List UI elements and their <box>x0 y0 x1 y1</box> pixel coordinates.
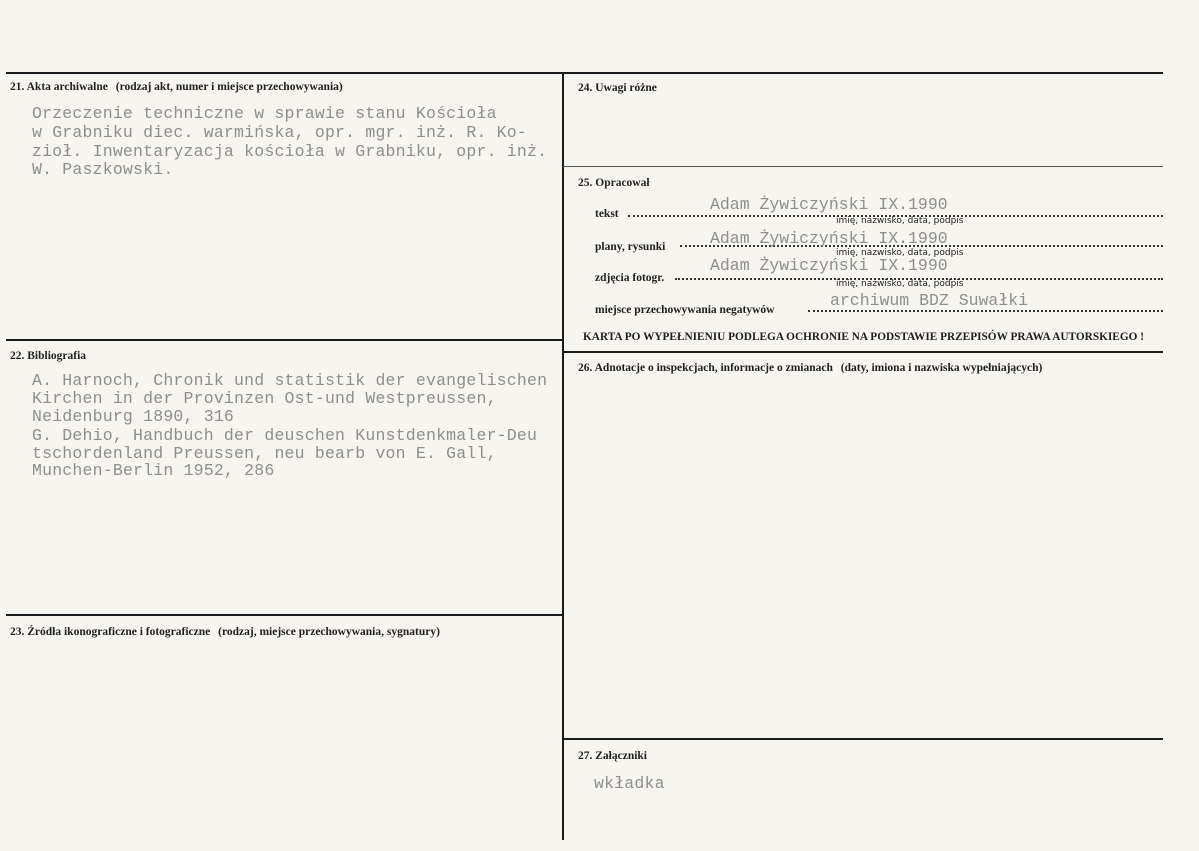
section-22-header: 22. Bibliografia <box>10 350 87 362</box>
tekst-caption: imię, nazwisko, data, podpis <box>836 216 964 226</box>
section-22-line: A. Harnoch, Chronik und statistik der evangelischen <box>32 371 548 390</box>
section-21-hint: (rodzaj akt, numer i miejsce przechowywania) <box>115 81 343 93</box>
tekst-value: Adam Żywiczyński IX.1990 <box>710 195 948 214</box>
section-21-line: Orzeczenie techniczne w sprawie stanu Kościoła <box>32 104 497 123</box>
plany-caption: imię, nazwisko, data, podpis <box>836 248 964 258</box>
zdjecia-caption: imię, nazwisko, data, podpis <box>836 279 964 289</box>
section-21-line: W. Paszkowski. <box>32 160 174 179</box>
copyright-warning: KARTA PO WYPEŁNIENIU PODLEGA OCHRONIE NA PODSTAWIE PRZEPISÓW PRAWA AUTORSKIEGO ! <box>583 331 1144 343</box>
section-23-header <box>10 626 440 638</box>
left-rule-22-23 <box>6 614 563 616</box>
plany-value: Adam Żywiczyński IX.1990 <box>710 229 948 248</box>
zdjecia-value: Adam Żywiczyński IX.1990 <box>710 256 948 275</box>
section-27-value: wkładka <box>594 774 665 793</box>
top-rule <box>6 72 1163 74</box>
section-23-label: 23. Źródła ikonograficzne i fotograficzne <box>10 626 211 638</box>
section-22-line: Neidenburg 1890, 316 <box>32 407 235 426</box>
section-22-line: tschordenland Preussen, neu bearb von E. Gall, <box>32 444 497 463</box>
negatywy-dotted-line <box>808 310 1163 312</box>
negatywy-value: archiwum BDZ Suwałki <box>830 291 1029 310</box>
zdjecia-label: zdjęcia fotogr. <box>595 272 665 284</box>
section-21-label: 21. Akta archiwalne <box>10 81 108 93</box>
negatywy-label: miejsce przechowywania negatywów <box>595 304 775 316</box>
section-25-header: 25. Opracował <box>578 177 650 189</box>
section-21-header <box>10 81 343 93</box>
section-26-hint: (daty, imiona i nazwiska wypełniających) <box>840 362 1043 374</box>
section-22-line: Munchen-Berlin 1952, 286 <box>32 461 275 480</box>
section-26-header <box>578 362 1042 374</box>
section-22-line: G. Dehio, Handbuch der deuschen Kunstdenkmaler-Deu <box>32 426 538 445</box>
section-23-hint: (rodzaj, miejsce przechowywania, sygnatury) <box>218 626 440 638</box>
left-rule-21-22 <box>6 339 563 341</box>
section-21-line: w Grabniku diec. warmińska, opr. mgr. inż. R. Ko- <box>32 123 527 142</box>
center-divider <box>562 72 564 840</box>
section-27-header: 27. Załączniki <box>578 750 648 762</box>
right-rule-26-27 <box>563 738 1163 740</box>
section-22-line: Kirchen in der Provinzen Ost-und Westpreussen, <box>32 389 497 408</box>
section-26-label: 26. Adnotacje o inspekcjach, informacje o zmianach <box>578 362 833 374</box>
section-21-line: zioł. Inwentaryzacja kościoła w Grabniku, opr. inż. <box>32 142 548 161</box>
tekst-label: tekst <box>595 208 619 220</box>
right-rule-24-25 <box>563 166 1163 167</box>
plany-label: plany, rysunki <box>595 241 666 253</box>
section-24-header: 24. Uwagi różne <box>578 82 657 94</box>
right-rule-25-26 <box>563 351 1163 353</box>
